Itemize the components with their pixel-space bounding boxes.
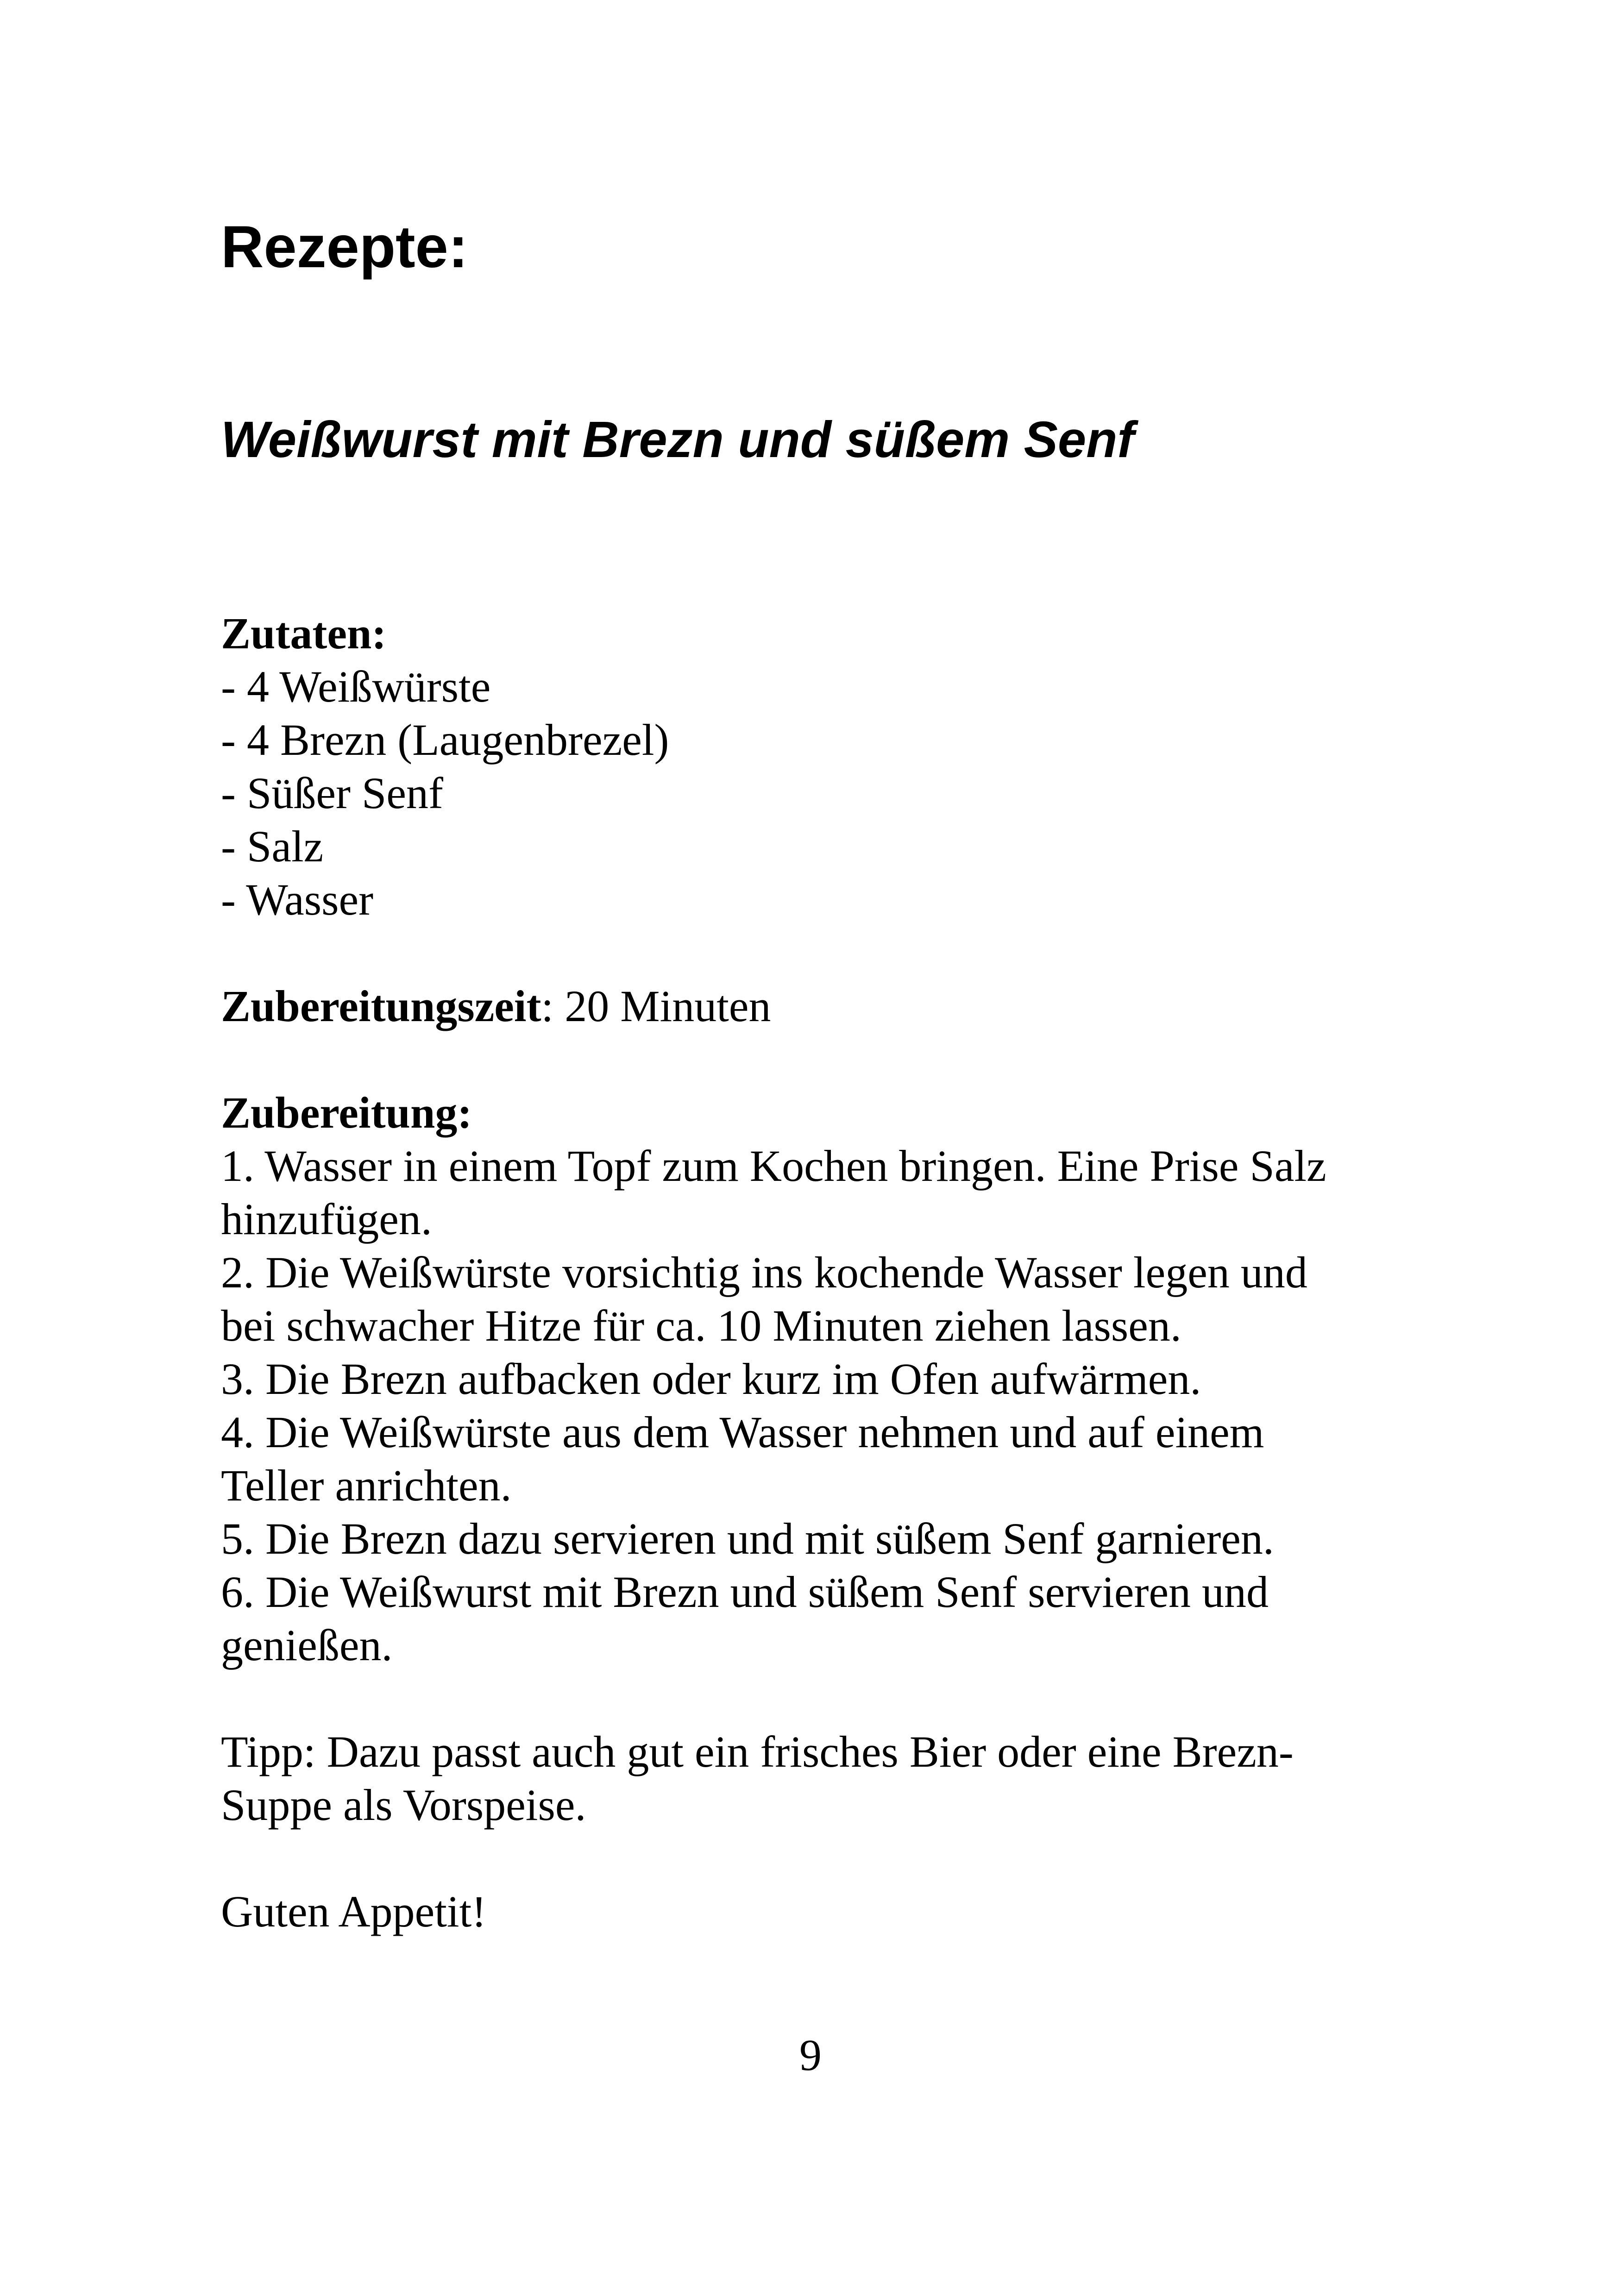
step-line: 1. Wasser in einem Topf zum Kochen bringen. Eine Prise Salz [221, 1141, 1326, 1191]
ingredient-item: - Salz [221, 822, 324, 871]
page-title: Rezepte: [221, 214, 468, 280]
ingredient-item: - 4 Weißwürste [221, 662, 491, 711]
step-line: 2. Die Weißwürste vorsichtig ins kochende Wasser legen und [221, 1248, 1307, 1297]
spacer [221, 1033, 1425, 1086]
ingredient-item: - Süßer Senf [221, 768, 443, 818]
recipe-title: Weißwurst mit Brezn und süßem Senf [221, 411, 1135, 468]
prep-time [221, 979, 1425, 1033]
steps-heading: Zubereitung: [221, 1088, 472, 1137]
tip-line: Suppe als Vorspeise. [221, 1780, 586, 1830]
spacer [221, 1832, 1425, 1885]
closing-text: Guten Appetit! [221, 1887, 487, 1936]
spacer [221, 926, 1425, 979]
spacer [221, 1672, 1425, 1725]
prep-time-value: : 20 Minuten [541, 981, 771, 1031]
step-line: Teller anrichten. [221, 1461, 512, 1510]
step-line: 3. Die Brezn aufbacken oder kurz im Ofen aufwärmen. [221, 1354, 1201, 1404]
prep-time-label: Zubereitungszeit [221, 981, 541, 1031]
step-line: 5. Die Brezn dazu servieren und mit süßem Senf garnieren. [221, 1514, 1274, 1563]
recipe-body [221, 607, 1425, 1938]
ingredients-heading: Zutaten: [221, 609, 387, 658]
page-number: 9 [799, 2030, 822, 2080]
step-line: 4. Die Weißwürste aus dem Wasser nehmen und auf einem [221, 1407, 1264, 1457]
ingredient-item: - 4 Brezn (Laugenbrezel) [221, 715, 669, 765]
step-line: hinzufügen. [221, 1194, 432, 1244]
step-line: genießen. [221, 1620, 393, 1670]
step-line: bei schwacher Hitze für ca. 10 Minuten ziehen lassen. [221, 1301, 1181, 1350]
ingredient-item: - Wasser [221, 875, 374, 924]
tip-line: Tipp: Dazu passt auch gut ein frisches Bier oder eine Brezn- [221, 1727, 1294, 1776]
step-line: 6. Die Weißwurst mit Brezn und süßem Senf servieren und [221, 1567, 1269, 1617]
